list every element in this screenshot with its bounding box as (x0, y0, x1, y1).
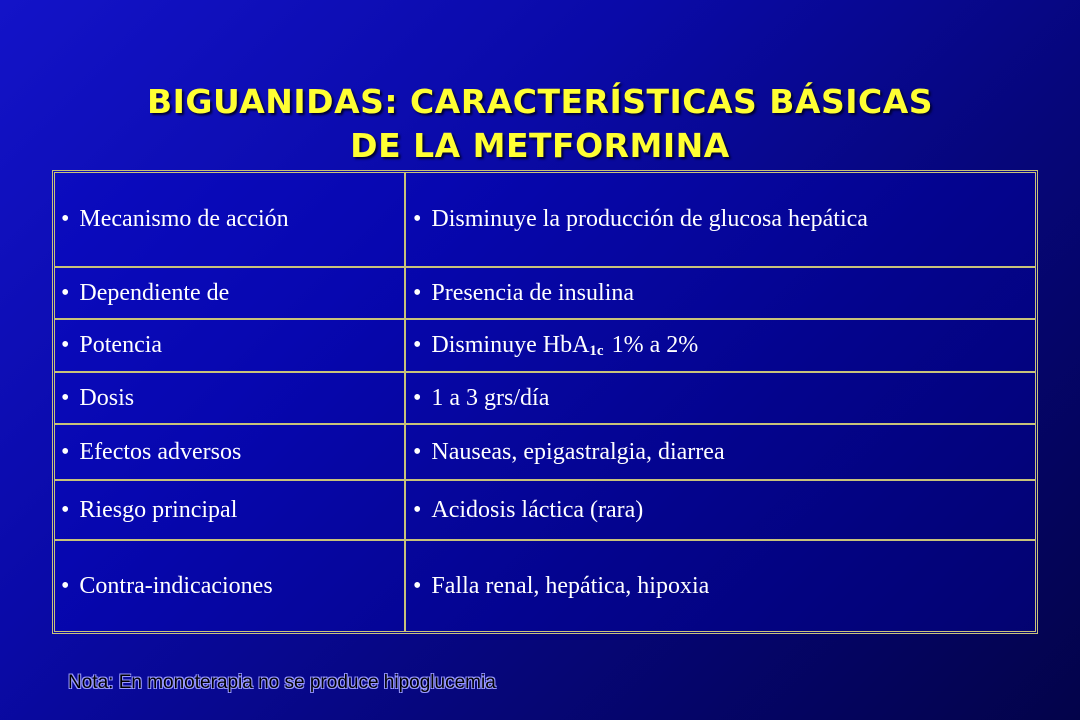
table-row-mecanismo (55, 173, 1035, 268)
table-row-riesgo (55, 481, 1035, 541)
row-value: • Disminuye la producción de glucosa hepática (413, 206, 868, 232)
row-label: • Mecanismo de acción (61, 206, 289, 232)
title-line-2: DE LA METFORMINA (350, 126, 730, 165)
row-value: • Nauseas, epigastralgia, diarrea (413, 438, 725, 465)
row-label: • Contra-indicaciones (61, 572, 273, 599)
slide-title (0, 80, 1080, 168)
characteristics-table (52, 170, 1038, 634)
row-value: • 1 a 3 grs/día (413, 384, 550, 411)
row-value: • Falla renal, hepática, hipoxia (413, 572, 710, 599)
table-row-contraindicaciones (55, 541, 1035, 631)
hba1c-subscript: 1c (589, 342, 604, 359)
row-label: • Potencia (61, 332, 163, 358)
row-value: • Acidosis láctica (rara) (413, 496, 644, 523)
title-line-1: BIGUANIDAS: CARACTERÍSTICAS BÁSICAS (146, 82, 934, 121)
row-value: • Disminuye HbA$_{1c}$ 1% a 2% (413, 331, 699, 359)
row-value: • Presencia de insulina (413, 279, 635, 306)
row-label: • Dosis (61, 384, 135, 411)
row-label: • Dependiente de (61, 279, 230, 306)
row-label: • Efectos adversos (61, 438, 242, 465)
table-row-dependiente (55, 268, 1035, 320)
footnote: Nota: En monoterapia no se produce hipoglucemia (68, 672, 496, 693)
table-row-potencia (55, 320, 1035, 373)
table-row-dosis (55, 373, 1035, 425)
table-row-efectos (55, 425, 1035, 481)
row-label: • Riesgo principal (61, 496, 238, 523)
